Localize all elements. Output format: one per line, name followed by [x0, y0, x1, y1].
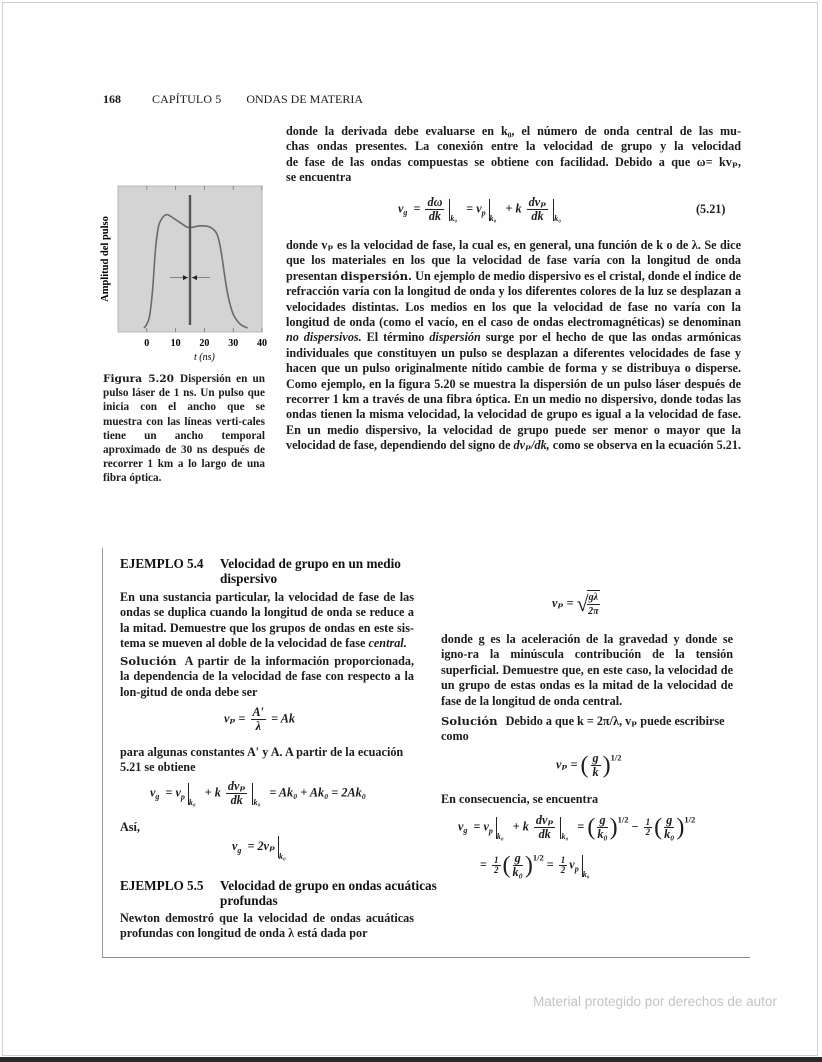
- example-title: Velocidad de grupo en un medio dispersivo: [220, 556, 401, 586]
- intro-paragraph: [286, 124, 741, 186]
- solution-label: Solución: [120, 654, 177, 668]
- equation-number: (5.21): [696, 202, 726, 216]
- x-tick-label: 0: [144, 338, 150, 349]
- running-head: [103, 92, 363, 107]
- caption-text: Dispersión en un pulso láser de 1 ns. Un pulso que inicia con el ancho que se muestra con las líneas verti-cales tiene un ancho temporal aproximado de 30 ns después de recorrer 1 km a lo largo de una fibra óptica.: [103, 373, 265, 485]
- body-paragraph: donde vₚ es la velocidad de fase, la cual es, en general, una función de k o de λ. Se dice que los materiales en los que la velocidad de fase varía con la longitud de onda presentan dispersión. Un ejemplo de medio dispersivo es el cristal, donde el índice de refracción varía con la longitud de onda y los diferentes colores de la luz se desplazan a velocidades distintas. Los medios en los que la velocidad de fase no varía con la longitud de onda (como el vacío, en el caso de ondas electromagnéticas) se denominan no dispersivos. El término dispersión surge por el hecho de que las ondas armónicas individuales que constituyen un pulso se desplazan a diferentes velocidades de fase y hacen que un pulso originalmente nítido cambie de forma y se distribuya o disperse. Como ejemplo, en la figura 5.20 se muestra la dispersión de un pulso láser después de recorrer 1 km a través de una fibra óptica. En un medio no dispersivo, donde todas las ondas tienen la misma velocidad, la velocidad de grupo es igual a la velocidad de fase. En un medio dispersivo, la velocidad de grupo puede ser menor o mayor que la velocidad de fase, dependiendo del signo de dvₚ/dk, como se observa en la ecuación 5.21.: [286, 238, 742, 453]
- example-5-5-eq4: = $\frac{1}{2}$ ( $\frac{g}{\text{k₀}}$ )$^{1/2}$ = $\frac{1}{2}$ $v_{pk_0}$: [480, 851, 590, 880]
- denominator: dk: [428, 209, 442, 223]
- x-tick-label: 20: [199, 338, 210, 349]
- x-tick-label: 40: [257, 338, 267, 349]
- x-tick-label: 30: [228, 338, 239, 349]
- example-5-4-text2: para algunas constantes A′ y A. A partir de la ecuación 5.21 se obtiene: [120, 745, 404, 775]
- example-5-5-text3: En consecuencia, se encuentra: [441, 792, 599, 806]
- x-tick-label: 10: [170, 338, 181, 349]
- eval-point: k₀: [450, 214, 458, 224]
- example-5-5-eq1: vₚ = √ $\frac{g\lambda}{2\pi}$: [552, 591, 599, 617]
- equation-5-21: $v_g$ = $\frac{d\omega}{dk}$ $_{k_0} = v_{pk_0} + k$ $\frac{\text{dvₚ}}{dk}$ $_{k_0}$: [398, 195, 562, 224]
- eval-point: k₀: [489, 214, 497, 224]
- page-number: 168: [103, 92, 121, 106]
- figure-5-20-plot: [100, 180, 280, 366]
- intro-line: se encuentra: [286, 170, 352, 185]
- x-axis-label: t (ns): [193, 352, 215, 363]
- example-5-5-heading: [120, 878, 440, 908]
- eq-term-sub: p: [481, 208, 486, 218]
- fraction: [425, 196, 444, 223]
- example-title: Velocidad de grupo en ondas acuáticas profundas: [220, 878, 437, 908]
- eval-point: k₀: [554, 214, 562, 224]
- example-5-4-statement: En una sustancia particular, la velocidad de fase de las ondas se duplica cuando la longitud de onda se reduce a la mitad. Demuestre que los grupos de ondas en este sis-tema se mueven al doble de la velocidad de fase central.: [120, 590, 414, 651]
- denominator: dk: [531, 209, 544, 223]
- example-5-4-heading: [120, 556, 440, 586]
- numerator: dω: [427, 195, 443, 209]
- chapter-label: CAPÍTULO 5: [152, 92, 222, 106]
- eq-lhs: v: [398, 201, 404, 216]
- eq-lhs-sub: g: [403, 208, 408, 218]
- example-5-4-eq2: $v_g = v_{pk_0} + k$ $\frac{\text{dvₚ}}{dk}$ $_{k_0}$ = Ak₀ + Ak₀ = 2Ak₀: [150, 779, 366, 808]
- example-5-4-solution: Solución A partir de la información proporcionada, la dependencia de la velocidad de fase con respecto a la lon-gitud de onda debe ser: [120, 654, 414, 699]
- chapter-title: ONDAS DE MATERIA: [246, 92, 364, 106]
- figure-label: Figura 5.20: [103, 373, 174, 385]
- example-5-4-asi: Así,: [120, 820, 140, 834]
- example-5-5-text2: donde g es la aceleración de la gravedad y donde se igno-ra la minúscula contribución de la tensión superficial. Demuestre que, en este caso, la velocidad de un grupo de estas ondas es la mitad de la velocidad de fase de la longitud de onda central.: [441, 632, 733, 708]
- term-dispersion: dispersión.: [340, 268, 413, 283]
- example-5-5-eq2: vₚ = ( $\frac{g}{k}$ )$^{1/2}$: [556, 751, 622, 779]
- example-number: EJEMPLO 5.4: [120, 556, 204, 571]
- fraction: [527, 196, 549, 223]
- intro-line: de fase de las ondas compuestas se obtiene con facilidad. Debido a que ω= kvₚ,: [286, 154, 741, 169]
- copyright-watermark: Material protegido por derechos de autor: [533, 994, 777, 1009]
- example-number: EJEMPLO 5.5: [120, 878, 204, 893]
- example-5-5-eq3: $v_g = v_{pk_0} + k$ $\frac{\text{dvₚ}}{dk}$ $_{k_0}$ = ( $\frac{g}{\text{k₀}}$ )$^{1/2}$ − $\frac{1}{2}$ ( $\frac{g}{\text{k₀}}$ )$^{1/2}$: [458, 813, 696, 842]
- bottom-edge: [0, 1057, 822, 1062]
- example-5-5-statement: Newton demostró que la velocidad de ondas acuáticas profundas con longitud de onda λ está dada por: [120, 911, 414, 941]
- intro-line: chas ondas presentes. La conexión entre la velocidad de grupo y la velocidad: [286, 139, 741, 154]
- figure-caption: [103, 372, 265, 486]
- numerator: dvₚ: [528, 195, 547, 209]
- y-axis-label: Amplitud del pulso: [100, 216, 111, 302]
- example-5-4-eq1: vₚ = $\frac{A'}{\lambda}$ = Ak: [224, 705, 295, 733]
- intro-line: donde la derivada debe evaluarse en k₀, el número de onda central de las mu-: [286, 124, 741, 138]
- example-5-4-eq3: $v_g = 2v_p_{k_0}$: [232, 836, 292, 861]
- example-5-5-solution: Solución Debido a que k = 2π/λ, vₚ puede escribirse como: [441, 714, 725, 744]
- solution-label: Solución: [441, 714, 498, 728]
- eq-k: k: [515, 201, 522, 216]
- eq-term: v: [476, 201, 482, 216]
